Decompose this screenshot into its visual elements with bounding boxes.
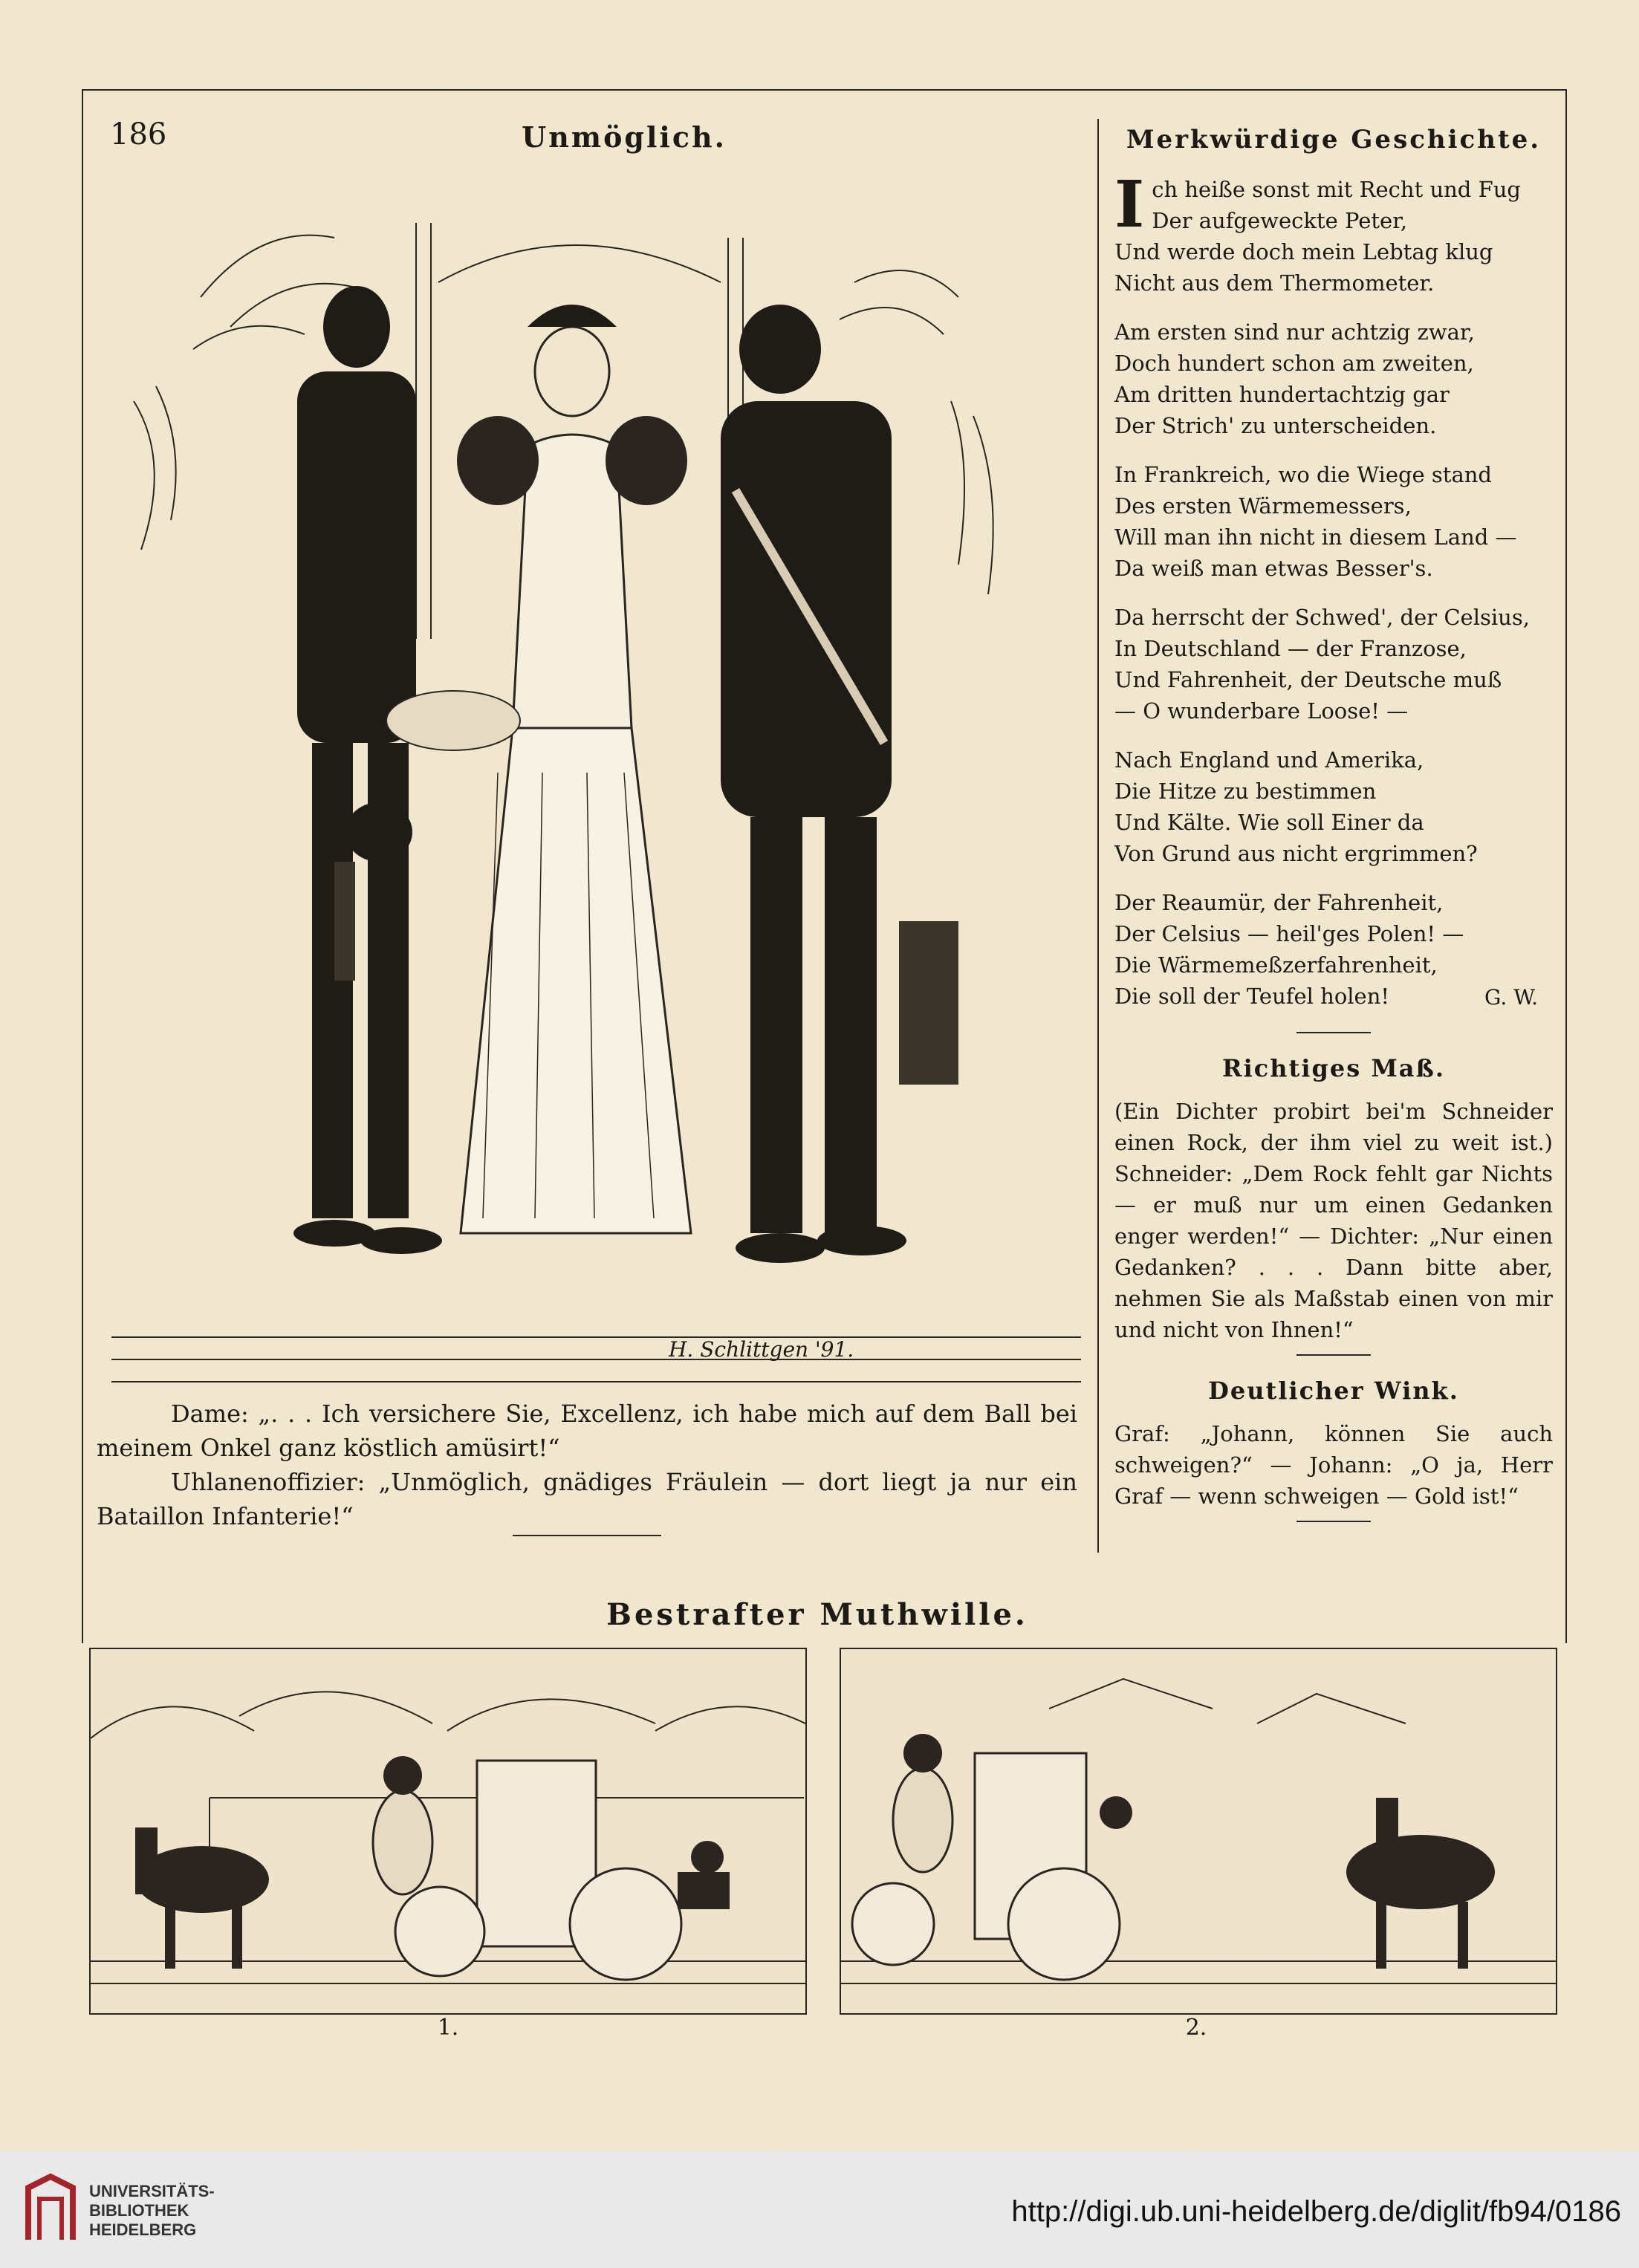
footer-bar: [0, 2151, 1639, 2268]
panel-label-1: 1.: [437, 2015, 459, 2041]
poem-author: G. W.: [1484, 985, 1538, 1010]
poem-line: Und Kälte. Wie soll Einer da: [1114, 810, 1424, 835]
stanza: [1114, 167, 1553, 299]
separator-rule: [1296, 1354, 1371, 1356]
panel-label-2: 2.: [1185, 2015, 1207, 2041]
separator-rule: [1296, 1032, 1371, 1033]
general-figure: [721, 305, 958, 1263]
poem-line: Der aufgeweckte Peter,: [1152, 208, 1408, 233]
poem-line: In Frankreich, wo die Wiege stand: [1114, 462, 1492, 487]
richtiges-mass-title: Richtiges Maß.: [1222, 1054, 1445, 1082]
poem-line: Der Strich' zu unterscheiden.: [1114, 413, 1437, 438]
caption-line: Uhlanenoffizier: „Unmöglich, gnädiges Fräulein — dort liegt ja nur ein Bataillon Infanterie!“: [97, 1468, 1077, 1530]
poem-line: Am ersten sind nur achtzig zwar,: [1114, 319, 1475, 345]
page-number: 186: [110, 117, 167, 152]
caption-line: Dame: „. . . Ich versichere Sie, Excellenz, ich habe mich auf dem Ball bei meinem Onkel ganz köstlich amüsirt!“: [97, 1400, 1077, 1462]
poem-line: Die Hitze zu bestimmen: [1114, 779, 1377, 804]
separator-rule: [1296, 1521, 1371, 1522]
separator-rule: [513, 1535, 661, 1536]
cartoon-title: Unmöglich.: [522, 120, 727, 154]
poem-line: Des ersten Wärmemessers,: [1114, 493, 1412, 519]
poem-line: Die Wärmemeßzerfahrenheit,: [1114, 952, 1438, 978]
poem-line: — O wunderbare Loose! —: [1114, 698, 1409, 724]
stanza: [1114, 602, 1553, 727]
poem-line: Nach England und Amerika,: [1114, 747, 1424, 773]
poem-line: Der Reaumür, der Fahrenheit,: [1114, 890, 1444, 915]
comic-panel-1: [89, 1648, 807, 2015]
artist-signature: H. Schlittgen '91.: [669, 1337, 854, 1362]
carriage-scene-1: [91, 1649, 805, 2013]
library-logo-icon[interactable]: [21, 2173, 80, 2247]
poem-line: Die soll der Teufel holen!: [1114, 984, 1390, 1009]
right-column: [1114, 119, 1553, 1543]
source-url-link[interactable]: http://digi.ub.uni-heidelberg.de/diglit/fb94/0186: [1011, 2195, 1621, 2228]
poem-title: Merkwürdige Geschichte.: [1126, 125, 1542, 155]
comic-panel-2: [840, 1648, 1557, 2015]
stanza: [1114, 744, 1553, 869]
richtiges-mass-text: (Ein Dichter probirt bei'm Schneider einen Rock, der ihm viel zu weit ist.) Schneider: „Dem Rock fehlt gar Nichts — er muß nur um einen Gedanken enger werden!“ — Dichter: „Nur einen Gedanken? . . . Dann bitte aber, nehmen Sie als Maßstab einen von mir und nicht von Ihnen!“: [1114, 1099, 1553, 1342]
strip-title: Bestrafter Muthwille.: [606, 1597, 1028, 1632]
officer-figure: [293, 286, 442, 1254]
poem-line: Von Grund aus nicht ergrimmen?: [1114, 841, 1478, 866]
poem-line: Will man ihn nicht in diesem Land —: [1114, 524, 1517, 550]
deutlicher-wink-text: Graf: „Johann, können Sie auch schweigen?“ — Johann: „O ja, Herr Graf — wenn schweigen — Gold ist!“: [1114, 1421, 1553, 1509]
lady-figure: [386, 305, 691, 1233]
cartoon-drawing: [111, 178, 1081, 1397]
poem-line: Nicht aus dem Thermometer.: [1114, 270, 1435, 296]
cartoon-caption: [97, 1397, 1077, 1533]
library-name-line: HEIDELBERG: [89, 2220, 197, 2239]
library-name-line: BIBLIOTHEK: [89, 2201, 189, 2220]
poem-line: Da weiß man etwas Besser's.: [1114, 556, 1433, 581]
poem-line: Da herrscht der Schwed', der Celsius,: [1114, 605, 1530, 630]
poem-line: Und Fahrenheit, der Deutsche muß: [1114, 667, 1502, 692]
carriage-scene-2: [841, 1649, 1556, 2013]
library-name-line: UNIVERSITÄTS-: [89, 2182, 215, 2200]
cartoon-illustration: [111, 178, 1081, 1397]
poem-line: Doch hundert schon am zweiten,: [1114, 351, 1474, 376]
poem-line: ch heiße sonst mit Recht und Fug: [1152, 177, 1521, 202]
poem-line: Und werde doch mein Lebtag klug: [1114, 239, 1493, 264]
poem-line: In Deutschland — der Franzose,: [1114, 636, 1467, 661]
column-divider: [1097, 119, 1099, 1553]
drop-initial: I: [1114, 167, 1145, 242]
poem-line: Am dritten hundertachtzig gar: [1114, 382, 1450, 407]
deutlicher-wink-title: Deutlicher Wink.: [1208, 1377, 1459, 1405]
library-name[interactable]: [89, 2182, 215, 2240]
stanza: [1114, 316, 1553, 441]
stanza: [1114, 459, 1553, 584]
poem-line: Der Celsius — heil'ges Polen! —: [1114, 921, 1464, 946]
